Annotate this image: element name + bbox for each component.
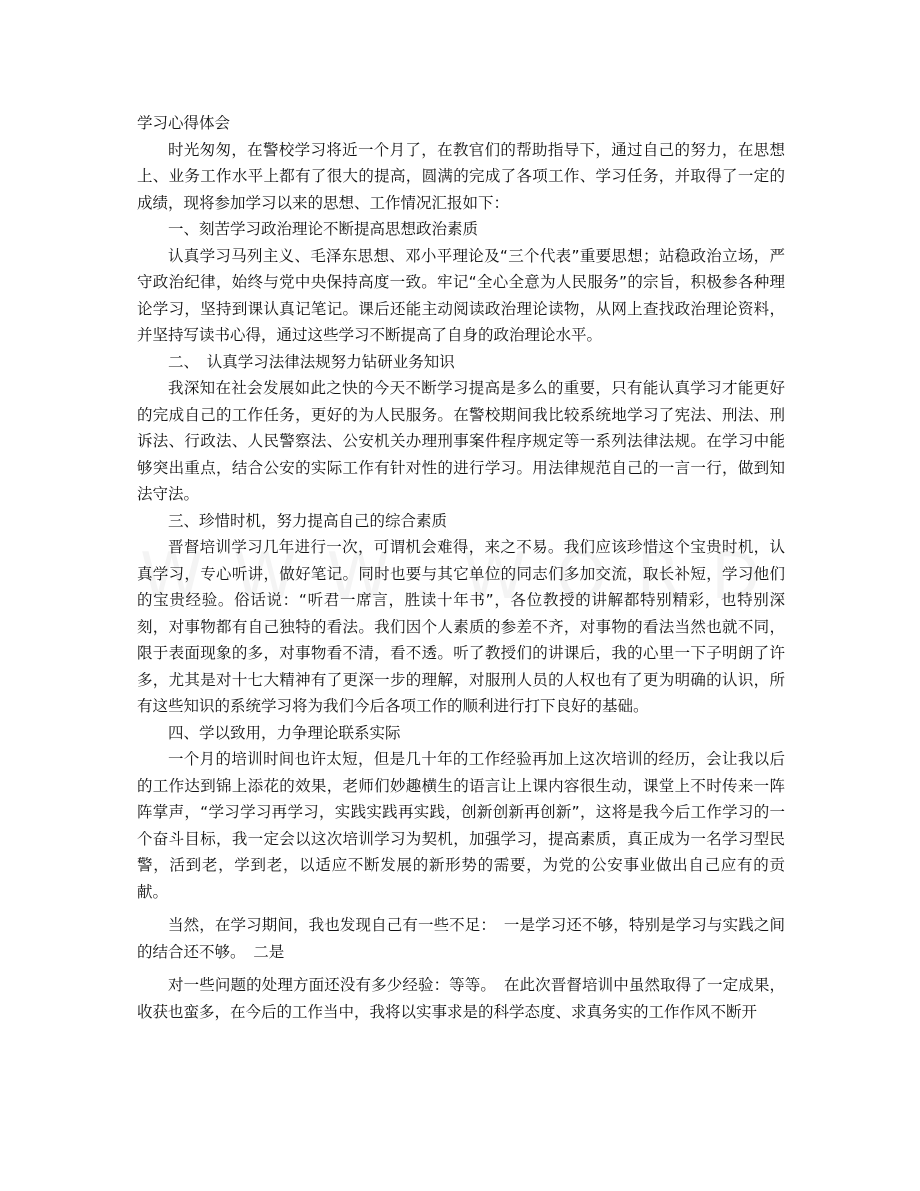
document-body: [137, 110, 785, 1025]
section-3-paragraph: 晋督培训学习几年进行一次，可谓机会难得，来之不易。我们应该珍惜这个宝贵时机，认真学习，专心听讲，做好笔记。同时也要与其它单位的同志们多加交流，取长补短，学习他们的宝贵经验。俗话说：“听君一席言，胜读十年书”，各位教授的讲解都特别精彩，也特别深刻，对事物都有自己独特的看法。我们因个人素质的参差不齐，对事物的看法当然也就不同，限于表面现象的多，对事物看不清，看不透。听了教授们的讲课后，我的心里一下子明朗了许多，尤其是对十七大精神有了更深一步的理解，对服刑人员的人权也有了更为明确的认识，所有这些知识的系统学习将为我们今后各项工作的顺利进行打下良好的基础。: [137, 538, 785, 715]
section-heading-1: 一、刻苦学习政治理论不断提高思想政治素质: [168, 220, 479, 238]
section-1-paragraph: 认真学习马列主义、毛泽东思想、邓小平理论及“三个代表”重要思想；站稳政治立场，严守政治纪律，始终与党中央保持高度一致。牢记“全心全意为人民服务”的宗旨，积极参各种理论学习，坚持到课认真记笔记。课后还能主动阅读政治理论读物，从网上查找政治理论资料，并坚持写读书心得，通过这些学习不断提高了自身的政治理论水平。: [137, 246, 785, 344]
section-4-paragraph: 一个月的培训时间也许太短，但是几十年的工作经验再加上这次培训的经历，会让我以后的工作达到锦上添花的效果，老师们妙趣横生的语言让上课内容很生动，课堂上不时传来一阵阵掌声，“学习学习再学习，实践实践再实践，创新创新再创新”，这将是我今后工作学习的一个奋斗目标，我一定会以这次培训学习为契机，加强学习，提高素质，真正成为一名学习型民警，活到老，学到老，以适应不断发展的新形势的需要，为党的公安事业做出自己应有的贡献。: [137, 750, 785, 901]
shortcomings-paragraph: 当然，在学习期间，我也发现自己有一些不足： 一是学习还不够，特别是学习与实践之间的结合还不够。 二是: [137, 916, 785, 961]
section-heading-4: 四、学以致用，力争理论联系实际: [168, 723, 401, 742]
closing-paragraph: 对一些问题的处理方面还没有多少经验：等等。 在此次晋督培训中虽然取得了一定成果，收获也蛮多，在今后的工作当中，我将以实事求是的科学态度、求真务实的工作作风不断开: [137, 976, 785, 1021]
paragraph-gap: [137, 905, 785, 912]
paragraph-gap: [137, 965, 785, 972]
intro-paragraph: 时光匆匆，在警校学习将近一个月了，在教官们的帮助指导下，通过自己的努力，在思想上、业务工作水平上都有了很大的提高，圆满的完成了各项工作、学习任务，并取得了一定的成绩，现将参加学习以来的思想、工作情况汇报如下：: [137, 140, 785, 212]
section-heading-2: 二、 认真学习法律法规努力钻研业务知识: [168, 352, 455, 371]
section-heading-3: 三、珍惜时机，努力提高自己的综合素质: [168, 511, 448, 530]
document-title: 学习心得体会: [137, 114, 231, 132]
section-2-paragraph: 我深知在社会发展如此之快的今天不断学习提高是多么的重要，只有能认真学习才能更好的完成自己的工作任务，更好的为人民服务。在警校期间我比较系统地学习了宪法、刑法、刑诉法、行政法、人民警察法、公安机关办理刑事案件程序规定等一系列法律法规。在学习中能够突出重点，结合公安的实际工作有针对性的进行学习。用法律规范自己的一言一行，做到知法守法。: [137, 379, 785, 503]
